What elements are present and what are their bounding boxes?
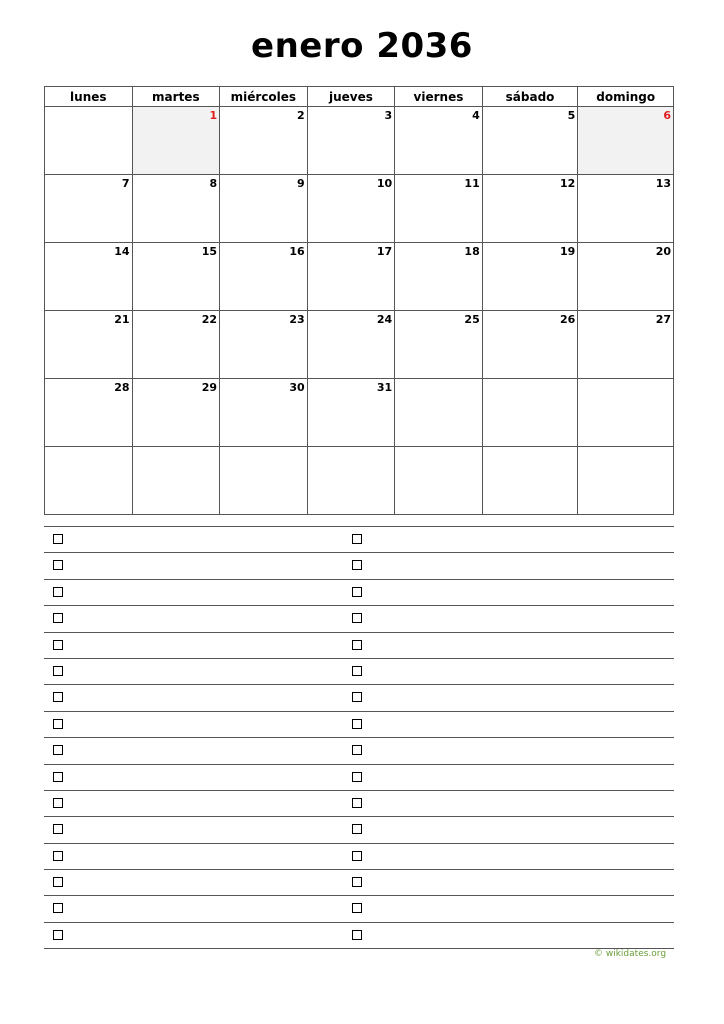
checkbox-icon[interactable] (53, 560, 63, 570)
day-number: 25 (464, 313, 480, 326)
checkbox-icon[interactable] (53, 930, 63, 940)
checkbox-icon[interactable] (53, 692, 63, 702)
todo-list (44, 526, 674, 949)
calendar-day-cell[interactable] (307, 175, 395, 243)
calendar-week-row (45, 311, 674, 379)
calendar-week-row (45, 447, 674, 515)
calendar-day-cell[interactable] (395, 107, 483, 175)
weekday-tuesday: martes (132, 87, 220, 107)
calendar-day-cell[interactable] (482, 447, 578, 515)
day-number: 17 (376, 245, 393, 258)
day-number: 3 (384, 109, 393, 122)
calendar-week-row (45, 175, 674, 243)
calendar-day-cell[interactable] (132, 379, 220, 447)
checkbox-icon[interactable] (352, 560, 362, 570)
todo-row (44, 790, 674, 816)
checkbox-icon[interactable] (53, 534, 63, 544)
weekday-saturday: sábado (482, 87, 578, 107)
todo-row (44, 843, 674, 869)
calendar-day-cell[interactable] (395, 243, 483, 311)
checkbox-icon[interactable] (53, 587, 63, 597)
calendar-day-cell[interactable] (220, 175, 308, 243)
weekday-monday: lunes (45, 87, 133, 107)
calendar-day-cell[interactable] (482, 379, 578, 447)
weekday-wednesday: miércoles (220, 87, 308, 107)
day-number: 15 (201, 245, 218, 258)
day-number: 2 (296, 109, 305, 122)
todo-row (44, 869, 674, 895)
day-number: 29 (201, 381, 218, 394)
checkbox-icon[interactable] (352, 613, 362, 623)
day-number: 12 (560, 177, 576, 190)
calendar-day-cell[interactable] (45, 243, 133, 311)
calendar-day-cell[interactable] (220, 379, 308, 447)
calendar-day-cell[interactable] (132, 243, 220, 311)
checkbox-icon[interactable] (352, 851, 362, 861)
day-number: 31 (376, 381, 393, 394)
todo-row (44, 658, 674, 684)
calendar-day-cell[interactable] (578, 243, 674, 311)
todo-row (44, 605, 674, 631)
calendar-day-cell[interactable] (132, 175, 220, 243)
calendar-day-cell[interactable] (395, 175, 483, 243)
day-number: 28 (114, 381, 130, 394)
checkbox-icon[interactable] (53, 745, 63, 755)
checkbox-icon[interactable] (352, 903, 362, 913)
calendar-day-cell[interactable] (307, 107, 395, 175)
calendar-day-cell[interactable] (45, 175, 133, 243)
todo-row (44, 684, 674, 710)
day-number: 14 (114, 245, 130, 258)
calendar-day-cell[interactable] (578, 107, 674, 175)
calendar-day-cell[interactable] (482, 107, 578, 175)
checkbox-icon[interactable] (53, 666, 63, 676)
calendar-day-cell[interactable] (395, 311, 483, 379)
page-title: enero 2036 (251, 26, 473, 66)
calendar-day-cell[interactable] (220, 107, 308, 175)
day-number: 9 (296, 177, 305, 190)
todo-row (44, 579, 674, 605)
checkbox-icon[interactable] (352, 930, 362, 940)
todo-row (44, 711, 674, 737)
weekday-friday: viernes (395, 87, 483, 107)
day-number: 26 (560, 313, 576, 326)
checkbox-icon[interactable] (352, 745, 362, 755)
calendar-day-cell[interactable] (578, 311, 674, 379)
checkbox-icon[interactable] (352, 824, 362, 834)
calendar-week-row (45, 107, 674, 175)
calendar-day-cell[interactable] (578, 379, 674, 447)
calendar-grid (44, 86, 674, 515)
checkbox-icon[interactable] (352, 772, 362, 782)
calendar-day-cell[interactable] (45, 447, 133, 515)
day-number: 13 (655, 177, 671, 190)
day-number: 10 (376, 177, 393, 190)
calendar-day-cell[interactable] (395, 447, 483, 515)
day-number: 30 (289, 381, 305, 394)
calendar-day-cell[interactable] (395, 379, 483, 447)
checkbox-icon[interactable] (352, 692, 362, 702)
checkbox-icon[interactable] (53, 640, 63, 650)
checkbox-icon[interactable] (53, 877, 63, 887)
calendar-day-cell[interactable] (307, 447, 395, 515)
day-number: 21 (114, 313, 130, 326)
day-number: 5 (567, 109, 576, 122)
weekday-thursday: jueves (307, 87, 395, 107)
calendar-day-cell[interactable] (220, 447, 308, 515)
calendar-day-cell[interactable] (132, 107, 220, 175)
calendar-day-cell[interactable] (220, 243, 308, 311)
calendar-day-cell[interactable] (220, 311, 308, 379)
checkbox-icon[interactable] (53, 824, 63, 834)
day-number: 16 (289, 245, 305, 258)
day-number: 7 (121, 177, 130, 190)
day-number: 22 (201, 313, 218, 326)
checkbox-icon[interactable] (352, 587, 362, 597)
calendar-day-cell[interactable] (482, 311, 578, 379)
holiday-day-number: 1 (209, 109, 218, 122)
checkbox-icon[interactable] (53, 772, 63, 782)
day-number: 27 (655, 313, 671, 326)
todo-row (44, 526, 674, 552)
day-number: 24 (376, 313, 393, 326)
checkbox-icon[interactable] (352, 640, 362, 650)
checkbox-icon[interactable] (53, 719, 63, 729)
checkbox-icon[interactable] (53, 613, 63, 623)
checkbox-icon[interactable] (352, 666, 362, 676)
footer-credit: © wikidates.org (594, 949, 667, 959)
weekday-sunday: domingo (578, 87, 674, 107)
day-number: 4 (472, 109, 480, 122)
holiday-day-number: 6 (663, 109, 671, 122)
calendar-week-row (45, 379, 674, 447)
todo-row (44, 552, 674, 578)
calendar-day-cell[interactable] (307, 379, 395, 447)
todo-row (44, 737, 674, 763)
calendar-day-cell[interactable] (45, 379, 133, 447)
calendar-day-cell[interactable] (307, 243, 395, 311)
day-number: 20 (655, 245, 671, 258)
calendar-week-row (45, 243, 674, 311)
checkbox-icon[interactable] (53, 851, 63, 861)
day-number: 11 (464, 177, 480, 190)
calendar-day-cell[interactable] (578, 175, 674, 243)
checkbox-icon[interactable] (352, 798, 362, 808)
calendar-day-cell[interactable] (45, 107, 133, 175)
calendar-day-cell[interactable] (132, 311, 220, 379)
calendar-day-cell[interactable] (482, 243, 578, 311)
todo-row (44, 632, 674, 658)
day-number: 23 (289, 313, 305, 326)
todo-row (44, 895, 674, 921)
calendar-day-cell[interactable] (578, 447, 674, 515)
calendar-day-cell[interactable] (45, 311, 133, 379)
todo-row (44, 816, 674, 842)
calendar-day-cell[interactable] (482, 175, 578, 243)
day-number: 8 (209, 177, 218, 190)
checkbox-icon[interactable] (53, 798, 63, 808)
checkbox-icon[interactable] (352, 534, 362, 544)
checkbox-icon[interactable] (53, 903, 63, 913)
day-number: 19 (560, 245, 576, 258)
checkbox-icon[interactable] (352, 877, 362, 887)
weekday-header-row (45, 87, 674, 107)
day-number: 18 (464, 245, 480, 258)
calendar-day-cell[interactable] (132, 447, 220, 515)
todo-row (44, 764, 674, 790)
todo-row (44, 922, 674, 949)
calendar-day-cell[interactable] (307, 311, 395, 379)
checkbox-icon[interactable] (352, 719, 362, 729)
